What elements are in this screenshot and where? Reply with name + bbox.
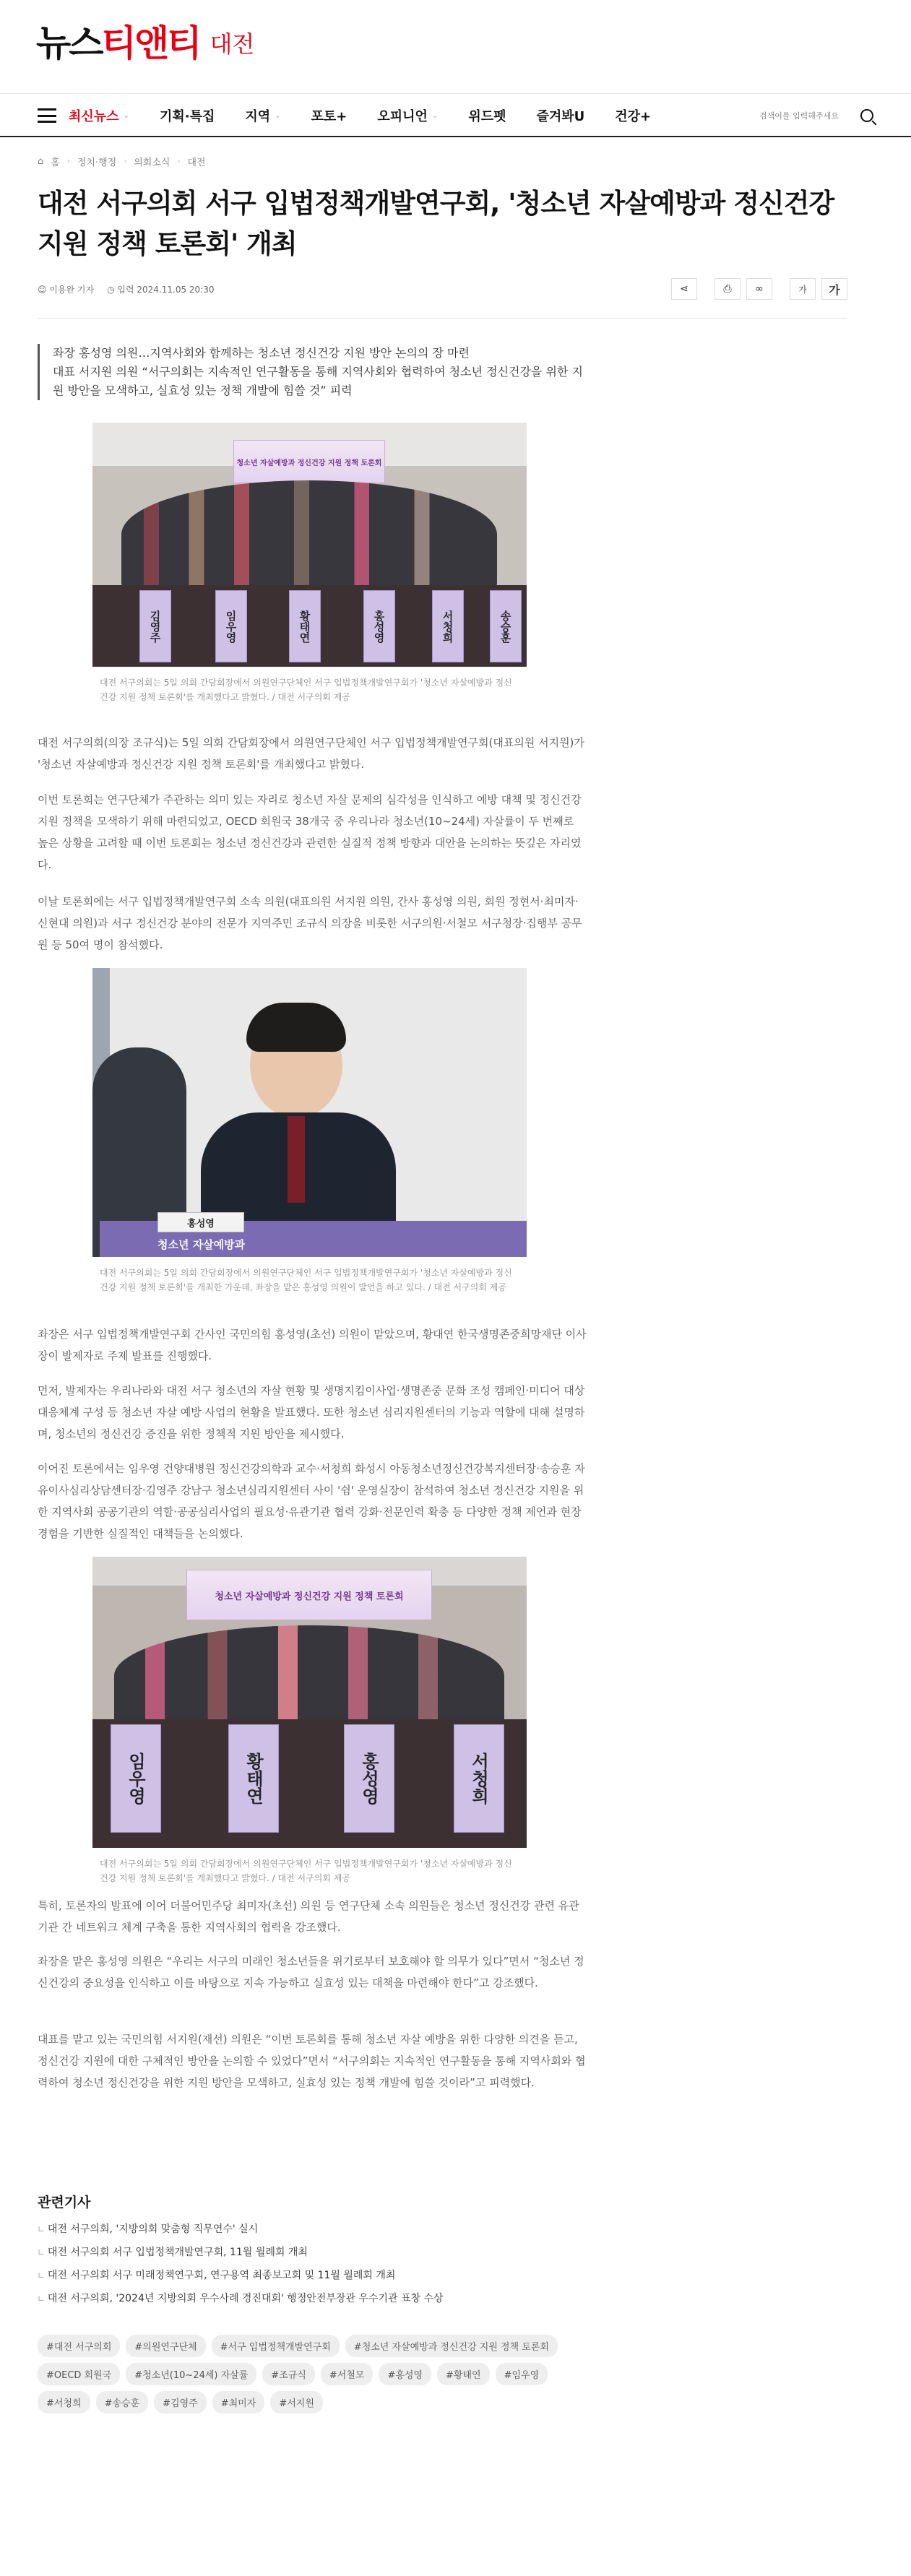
tag[interactable]: #홍성영 xyxy=(379,2363,431,2385)
search-box xyxy=(759,104,882,127)
article-paragraph: 이어진 토론에서는 임우영 건양대병원 정신건강의학과 교수·서청희 화성시 아동청소년정신건강복지센터장·송승훈 자유이사심리상담센터장·김영주 강남구 청소년심리지원센터 사이 '쉼' 운영실장이 참석하여 청소년 정신건강 지원을 위한 지역사회 공공기관의 역할·공공심리사업의 필요성·유관기관 협력 강화·전문인력 확충 등 다양한 정책 제언과 현장 경험을 기반한 실질적인 대책들을 논의했다. xyxy=(38,1462,585,1540)
summary-line: 대표 서지원 의원 “서구의회는 지속적인 연구활동을 통해 지역사회와 협력하여 청소년 정신건강을 위한 지원 방안을 모색하고, 실효성 있는 정책 개발에 힘쓸 것” 피력 xyxy=(53,365,583,397)
article-paragraph: 좌장은 서구 입법정책개발연구회 간사인 국민의힘 홍성영(초선) 의원이 맡았으며, 황대연 한국생명존중희망재단 이사장이 발제자로 주제 발표를 진행했다. xyxy=(38,1328,587,1362)
nav-item-feature[interactable]: 기획·특집 xyxy=(159,109,215,124)
related-link[interactable]: ∟ 대전 서구의회, '지방의회 맞춤형 직무연수' 실시 xyxy=(38,2218,444,2241)
related-link[interactable]: ∟ 대전 서구의회 서구 미래정책연구회, 연구용역 최종보고회 및 11월 월례회 개최 xyxy=(38,2264,444,2287)
article-paragraph: 대전 서구의회(의장 조규식)는 5일 의회 간담회장에서 의원연구단체인 서구 입법정책개발연구회(대표의원 서지원)가 '청소년 자살예방과 정신건강 지원 정책 토론회'를 개최했다고 밝혔다. xyxy=(38,736,584,771)
divider xyxy=(38,318,847,319)
search-icon[interactable] xyxy=(860,109,873,122)
nav-item-latest[interactable]: 최신뉴스 ⌄ xyxy=(69,109,129,124)
article-photo-3 xyxy=(92,1557,527,1885)
tag[interactable]: #청소년(10~24세) 자살률 xyxy=(126,2363,256,2385)
logo-text-tnt: 티앤티 xyxy=(101,22,200,64)
tag[interactable]: #청소년 자살예방과 정신건강 지원 정책 토론회 xyxy=(345,2335,558,2357)
tag[interactable]: #김영주 xyxy=(154,2391,207,2413)
group-photo[interactable] xyxy=(92,1557,527,1848)
hamburger-menu-icon[interactable] xyxy=(38,108,56,123)
nav-item-favorites[interactable]: 즐겨봐U xyxy=(536,109,585,124)
chevron-down-icon: ⌄ xyxy=(123,111,129,120)
article-paragraph: 이번 토론회는 연구단체가 주관하는 의미 있는 자리로 청소년 자살 문제의 심각성을 인식하고 예방 대책 및 정신건강 지원 정책을 모색하기 위해 마련되었고, OECD 회원국 38개국 중 우리나라 청소년(10~24세) 자살률이 두 번째로 높은 상황을 고려할 때 이번 토론회는 청소년 정신건강과 관련한 실질적 정책 방향과 대안을 논의하는 뜻깊은 자리였다. xyxy=(38,793,582,871)
logo-text-news: 뉴스 xyxy=(36,22,102,64)
tag[interactable]: #의원연구단체 xyxy=(126,2335,205,2357)
photo-caption: 대전 서구의회는 5일 의회 간담회장에서 의원연구단체인 서구 입법정책개발연구회가 '청소년 자살예방과 정신건강 지원 정책 토론회'를 개최했다고 밝혔다. / 대전 서구의회 제공 xyxy=(100,1859,512,1883)
font-increase-button[interactable]: 가 xyxy=(821,278,847,300)
article-paragraph: 이날 토론회에는 서구 입법정책개발연구회 소속 의원(대표의원 서지원 의원, 간사 홍성영 의원, 회원 정현서·최미자·신현대 의원)과 서구 정신건강 분야의 전문가 지역주민 조규식 의장을 비롯한 서구의원·서철모 서구청장·집행부 공무원 등 50여 명이 참석했다. xyxy=(38,895,582,951)
article-photo-1 xyxy=(92,423,527,704)
clock-icon: ◷ xyxy=(107,285,118,295)
nameplate: 서청희 xyxy=(432,590,464,662)
user-icon: ☺ xyxy=(38,285,50,295)
share-icon[interactable]: ⋖ xyxy=(671,278,697,300)
nameplate: 임우영 xyxy=(215,590,247,662)
chevron-down-icon: ⌄ xyxy=(275,111,281,120)
event-banner: 청소년 자살예방과 xyxy=(157,1238,246,1251)
nameplate: 임우영 xyxy=(111,1724,161,1833)
chevron-right-icon: › xyxy=(177,157,181,165)
chevron-down-icon: ⌄ xyxy=(431,111,439,120)
nav-menu xyxy=(69,94,681,137)
breadcrumb xyxy=(38,155,206,168)
related-heading: 관련기사 xyxy=(38,2195,91,2210)
related-link[interactable]: ∟ 대전 서구의회 서구 입법정책개발연구회, 11월 월례회 개최 xyxy=(38,2241,444,2264)
tag[interactable]: #서청희 xyxy=(38,2391,90,2413)
breadcrumb-politics[interactable]: 정치·행정 xyxy=(77,157,117,168)
nav-item-photo[interactable]: 포토+ xyxy=(311,109,347,124)
article-paragraph: 먼저, 발제자는 우리나라와 대전 서구 청소년의 자살 현황 및 생명지킴이사업·생명존중 문화 조성 캠페인·미디어 대상 대응체계 구성 등 청소년 자살 예방 사업의 현황을 발표했다. 또한 청소년 심리지원센터의 기능과 역할에 대해 설명하며, 청소년의 정신건강 증진을 위한 정책적 지원 방안을 제시했다. xyxy=(38,1384,585,1440)
nameplate: 황태연 xyxy=(289,590,321,662)
breadcrumb-daejeon[interactable]: 대전 xyxy=(187,157,206,168)
group-photo[interactable] xyxy=(92,423,527,667)
home-icon[interactable]: ⌂ xyxy=(38,156,44,167)
main-navigation xyxy=(0,94,911,137)
tag-list xyxy=(38,2335,572,2413)
tag[interactable]: #황태연 xyxy=(437,2363,490,2385)
photo-caption: 대전 서구의회는 5일 의회 간담회장에서 의원연구단체인 서구 입법정책개발연구회가 '청소년 자살예방과 정신건강 지원 정책 토론회'를 개최했다고 밝혔다. / 대전 서구의회 제공 xyxy=(100,678,512,702)
related-link[interactable]: ∟ 대전 서구의회, '2024년 지방의회 우수사례 경진대회' 행정안전부장관 우수기관 표창 수상 xyxy=(38,2287,444,2310)
font-decrease-button[interactable]: 가 xyxy=(790,278,816,300)
tag[interactable]: #임우영 xyxy=(496,2363,548,2385)
publish-date: 입력 2024.11.05 20:30 xyxy=(117,285,215,295)
tag[interactable]: #조규식 xyxy=(262,2363,315,2385)
article-paragraph: 좌장을 맡은 홍성영 의원은 “우리는 서구의 미래인 청소년들을 위기로부터 보호해야 할 의무가 있다”면서 “청소년 정신건강의 중요성을 인식하고 이를 바탕으로 지속 가능하고 실효성 있는 대책을 마련해야 한다”고 강조했다. xyxy=(38,1955,584,1989)
article-byline xyxy=(38,283,215,295)
article-paragraph: 특히, 토론자의 발표에 이어 더불어민주당 최미자(초선) 의원 등 연구단체 소속 의원들은 청소년 정신건강 관련 유관기관 간 네트워크 체계 구축을 통한 지역사회의 협력을 강조했다. xyxy=(38,1899,579,1934)
article-photo-2 xyxy=(92,968,527,1295)
site-logo[interactable] xyxy=(36,14,254,66)
nameplate: 김영주 xyxy=(139,590,171,662)
summary-line: 좌장 홍성영 의원…지역사회와 함께하는 청소년 정신건강 지원 방안 논의의 장 마련 xyxy=(53,346,470,360)
breadcrumb-council[interactable]: 의회소식 xyxy=(134,157,170,168)
tag[interactable]: #대전 서구의회 xyxy=(38,2335,120,2357)
site-header xyxy=(0,0,911,94)
author-name: 이용완 기자 xyxy=(49,285,95,295)
print-icon[interactable]: ⎙ xyxy=(714,278,741,300)
chevron-right-icon: › xyxy=(66,157,70,165)
nav-item-opinion[interactable]: 오피니언 ⌄ xyxy=(377,109,439,124)
tag[interactable]: #서구 입법정책개발연구회 xyxy=(212,2335,340,2357)
nameplate: 홍성영 xyxy=(344,1724,394,1833)
nav-item-withpet[interactable]: 위드펫 xyxy=(468,109,506,124)
nameplate: 송승훈 xyxy=(490,590,522,662)
tag[interactable]: #서지원 xyxy=(270,2391,323,2413)
nameplate: 황태연 xyxy=(228,1724,279,1833)
related-list xyxy=(38,2218,444,2310)
nameplate: 홍성영 xyxy=(363,590,395,662)
photo-caption: 대전 서구의회는 5일 의회 간담회장에서 의원연구단체인 서구 입법정책개발연구회가 '청소년 자살예방과 정신건강 지원 정책 토론회'를 개최한 가운데, 좌장을 맡은 홍성영 의원이 발언을 하고 있다. / 대전 서구의회 제공 xyxy=(100,1268,512,1292)
search-input[interactable] xyxy=(759,111,860,121)
article-tools xyxy=(671,278,847,300)
event-banner: 청소년 자살예방과 정신건강 지원 정책 토론회 xyxy=(233,440,385,483)
tag[interactable]: #OECD 회원국 xyxy=(38,2363,120,2385)
nameplate: 서청희 xyxy=(454,1724,504,1833)
nameplate: 홍성영 xyxy=(157,1212,244,1232)
speaker-photo[interactable] xyxy=(92,968,527,1257)
nav-item-region[interactable]: 지역 ⌄ xyxy=(245,109,281,124)
article-title: 대전 서구의회 서구 입법정책개발연구회, '청소년 자살예방과 정신건강 지원 정책 토론회' 개최 xyxy=(38,188,834,259)
article-paragraph: 대표를 맡고 있는 국민의힘 서지원(재선) 의원은 “이번 토론회를 통해 청소년 자살 예방을 위한 다양한 의견을 듣고, 정신건강 지원에 대한 구체적인 방안을 논의할 수 있었다”면서 “서구의회는 지속적인 연구활동을 통해 지역사회와 협력하여 청소년 정신건강을 위한 지원 방안을 모색하고, 실효성 있는 정책 개발에 힘쓸 것이라”고 피력했다. xyxy=(38,2033,586,2089)
tag[interactable]: #최미자 xyxy=(212,2391,265,2413)
link-icon[interactable]: ∞ xyxy=(746,278,772,300)
tag[interactable]: #송승훈 xyxy=(96,2391,149,2413)
chevron-right-icon: › xyxy=(124,157,127,165)
tag[interactable]: #서철모 xyxy=(321,2363,374,2385)
logo-region: 대전 xyxy=(210,30,255,58)
article-summary xyxy=(38,344,587,400)
breadcrumb-home[interactable]: 홈 xyxy=(51,157,60,168)
nav-item-health[interactable]: 건강+ xyxy=(615,109,652,124)
event-banner: 청소년 자살예방과 정신건강 지원 정책 토론회 xyxy=(186,1570,432,1620)
